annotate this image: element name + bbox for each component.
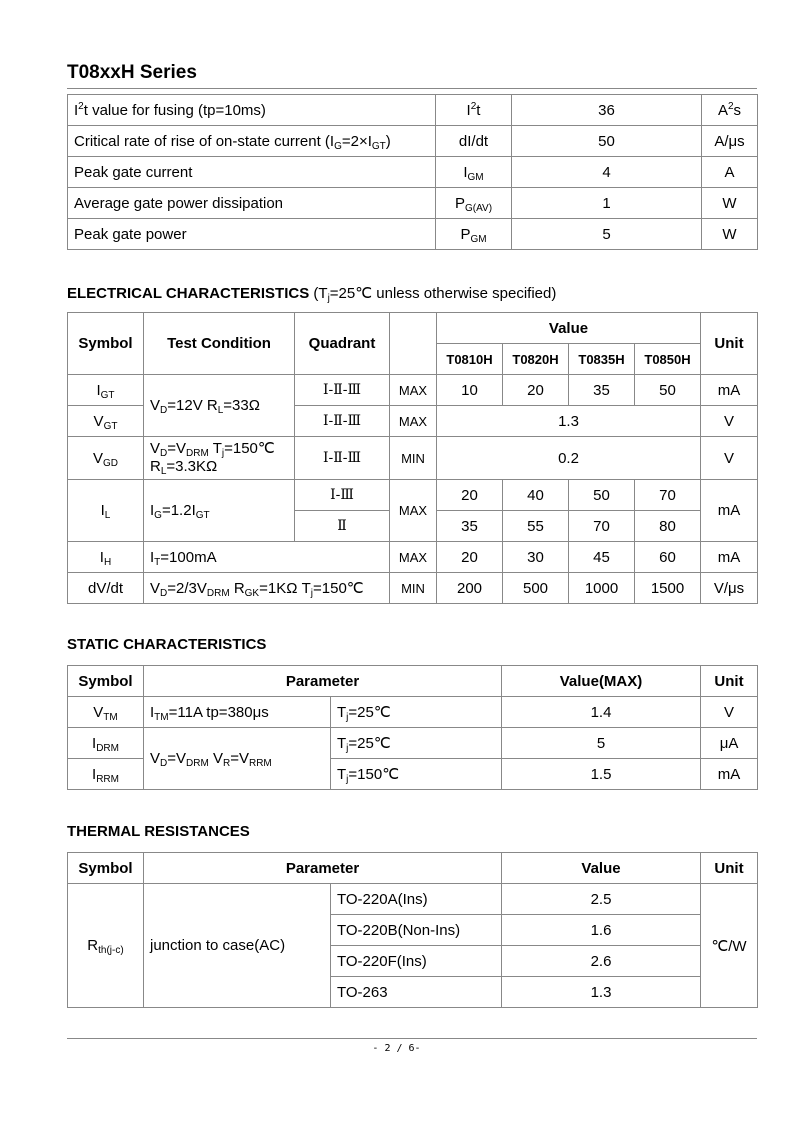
unit-cell: μA: [701, 728, 758, 759]
value-cell: 1.3: [502, 977, 701, 1008]
value-cell: 80: [635, 511, 701, 542]
value-cell: 500: [503, 573, 569, 604]
value-cell: 1.5: [502, 759, 701, 790]
value-cell: 2.5: [502, 884, 701, 915]
section-heading-electrical: ELECTRICAL CHARACTERISTICS ($T_j=25℃$ unless otherwise specified): [67, 285, 557, 304]
value-cell: 30: [503, 542, 569, 573]
unit-cell: W: [702, 219, 758, 250]
unit-cell: mA: [701, 542, 758, 573]
electrical-table: [67, 312, 758, 604]
value-cell: 200: [437, 573, 503, 604]
value-cell: 20: [437, 542, 503, 573]
col-header-parameter: Parameter: [144, 666, 502, 697]
col-header-unit: Unit: [701, 666, 758, 697]
condition-cell: $V_D=12V$ $R_L=33\Omega$: [144, 375, 295, 437]
symbol-cell: dI/dt: [436, 126, 512, 157]
table-row: [68, 884, 758, 915]
table-header-row: [68, 313, 758, 344]
value-cell: 35: [569, 375, 635, 406]
model-header: T0810H: [437, 344, 503, 375]
unit-cell: V/μs: [701, 573, 758, 604]
condition-cell: $I_G=1.2I_{GT}$: [144, 480, 295, 542]
limit-cell: MAX: [390, 542, 437, 573]
page-number: - 2 / 6-: [372, 1043, 421, 1054]
limit-cell: MAX: [390, 406, 437, 437]
condition-cell: $I_{TM}=11A$ tp=380μs: [144, 697, 331, 728]
section-heading-thermal: THERMAL RESISTANCES: [67, 823, 250, 840]
symbol-cell: $I_{GM}$: [436, 157, 512, 188]
value-cell: 40: [503, 480, 569, 511]
quadrant-cell: Ⅰ-Ⅱ-Ⅲ: [295, 375, 390, 406]
symbol-cell: $I_H$: [68, 542, 144, 573]
package-cell: TO-220F(Ins): [331, 946, 502, 977]
col-header-value: Value: [437, 313, 701, 344]
unit-cell: mA: [701, 480, 758, 542]
ratings-table: [67, 94, 758, 250]
unit-cell: A: [702, 157, 758, 188]
symbol-cell: $V_{TM}$: [68, 697, 144, 728]
symbol-cell: $P_{G(AV)}$: [436, 188, 512, 219]
condition-cell: $V_D=2/3V_{DRM}$ $R_{GK}=1K\Omega$ $T_j=150℃$: [144, 573, 390, 604]
limit-cell: MAX: [390, 375, 437, 406]
value-cell: 55: [503, 511, 569, 542]
value-cell: 5: [502, 728, 701, 759]
value-cell: 1: [512, 188, 702, 219]
header-rule: [67, 88, 757, 89]
table-header-row: [68, 666, 758, 697]
table-row: [68, 573, 758, 604]
unit-cell: V: [701, 697, 758, 728]
table-row: [68, 219, 758, 250]
symbol-cell: dV/dt: [68, 573, 144, 604]
value-cell: 20: [437, 480, 503, 511]
condition-cell: $V_D=V_{DRM}$ $T_j=150℃$ $R_L=3.3K\Omega$: [144, 437, 295, 480]
symbol-cell: $R_{th(j-c)}$: [68, 884, 144, 1008]
symbol-cell: $I_{DRM}$: [68, 728, 144, 759]
package-cell: TO-263: [331, 977, 502, 1008]
unit-cell: mA: [701, 759, 758, 790]
symbol-cell: $I_{RRM}$: [68, 759, 144, 790]
col-header-value: Value(MAX): [502, 666, 701, 697]
value-cell: 1500: [635, 573, 701, 604]
page-title: T08xxH Series: [67, 62, 197, 83]
symbol-cell: $P_{GM}$: [436, 219, 512, 250]
quadrant-cell: Ⅱ: [295, 511, 390, 542]
col-header-parameter: Parameter: [144, 853, 502, 884]
value-cell: 35: [437, 511, 503, 542]
value-cell: 1000: [569, 573, 635, 604]
value-cell: 36: [512, 95, 702, 126]
limit-cell: MIN: [390, 437, 437, 480]
col-header-symbol: Symbol: [68, 313, 144, 375]
package-cell: TO-220B(Non-Ins): [331, 915, 502, 946]
package-cell: TO-220A(Ins): [331, 884, 502, 915]
value-cell: 4: [512, 157, 702, 188]
value-cell: 0.2: [437, 437, 701, 480]
value-cell: 5: [512, 219, 702, 250]
limit-cell: MIN: [390, 573, 437, 604]
table-row: [68, 697, 758, 728]
value-cell: 45: [569, 542, 635, 573]
col-header-unit: Unit: [701, 313, 758, 375]
param-cell: Peak gate power: [68, 219, 436, 250]
footer-rule: [67, 1038, 757, 1039]
table-row: [68, 157, 758, 188]
model-header: T0850H: [635, 344, 701, 375]
table-row: [68, 480, 758, 511]
table-header-row: [68, 853, 758, 884]
symbol-cell: $I_{GT}$: [68, 375, 144, 406]
quadrant-cell: Ⅰ-Ⅱ-Ⅲ: [295, 406, 390, 437]
col-header-value: Value: [502, 853, 701, 884]
static-table: [67, 665, 758, 790]
temperature-cell: $T_j=25℃$: [331, 697, 502, 728]
unit-cell: V: [701, 406, 758, 437]
value-cell: 50: [512, 126, 702, 157]
unit-cell: V: [701, 437, 758, 480]
parameter-cell: junction to case(AC): [144, 884, 331, 1008]
value-cell: 1.3: [437, 406, 701, 437]
section-heading-static: STATIC CHARACTERISTICS: [67, 636, 267, 653]
value-cell: 10: [437, 375, 503, 406]
value-cell: 50: [635, 375, 701, 406]
symbol-cell: $V_{GD}$: [68, 437, 144, 480]
value-cell: 2.6: [502, 946, 701, 977]
table-row: [68, 728, 758, 759]
param-cell: Critical rate of rise of on-state current $(I_G=2\times I_{GT})$: [68, 126, 436, 157]
condition-cell: $V_D=V_{DRM}$ $V_R=V_{RRM}$: [144, 728, 331, 790]
value-cell: 70: [635, 480, 701, 511]
value-cell: 1.4: [502, 697, 701, 728]
col-header-limit: [390, 313, 437, 375]
value-cell: 60: [635, 542, 701, 573]
quadrant-cell: Ⅰ-Ⅲ: [295, 480, 390, 511]
table-row: [68, 375, 758, 406]
table-row: [68, 188, 758, 219]
symbol-cell: $I^2t$: [436, 95, 512, 126]
model-header: T0835H: [569, 344, 635, 375]
table-row: [68, 95, 758, 126]
table-row: [68, 126, 758, 157]
unit-cell: W: [702, 188, 758, 219]
col-header-symbol: Symbol: [68, 853, 144, 884]
col-header-test-condition: Test Condition: [144, 313, 295, 375]
param-cell: $I^2t$ value for fusing (tp=10ms): [68, 95, 436, 126]
unit-cell: mA: [701, 375, 758, 406]
col-header-unit: Unit: [701, 853, 758, 884]
limit-cell: MAX: [390, 480, 437, 542]
param-cell: Peak gate current: [68, 157, 436, 188]
param-cell: Average gate power dissipation: [68, 188, 436, 219]
temperature-cell: $T_j=150℃$: [331, 759, 502, 790]
value-cell: 1.6: [502, 915, 701, 946]
unit-cell: $A^2s$: [702, 95, 758, 126]
model-header: T0820H: [503, 344, 569, 375]
condition-cell: $I_T=100mA$: [144, 542, 390, 573]
temperature-cell: $T_j=25℃$: [331, 728, 502, 759]
table-row: [68, 542, 758, 573]
thermal-table: [67, 852, 758, 1008]
value-cell: 70: [569, 511, 635, 542]
symbol-cell: $I_L$: [68, 480, 144, 542]
quadrant-cell: Ⅰ-Ⅱ-Ⅲ: [295, 437, 390, 480]
table-row: [68, 437, 758, 480]
value-cell: 20: [503, 375, 569, 406]
unit-cell: A/μs: [702, 126, 758, 157]
col-header-quadrant: Quadrant: [295, 313, 390, 375]
value-cell: 50: [569, 480, 635, 511]
symbol-cell: $V_{GT}$: [68, 406, 144, 437]
col-header-symbol: Symbol: [68, 666, 144, 697]
unit-cell: ℃/W: [701, 884, 758, 1008]
